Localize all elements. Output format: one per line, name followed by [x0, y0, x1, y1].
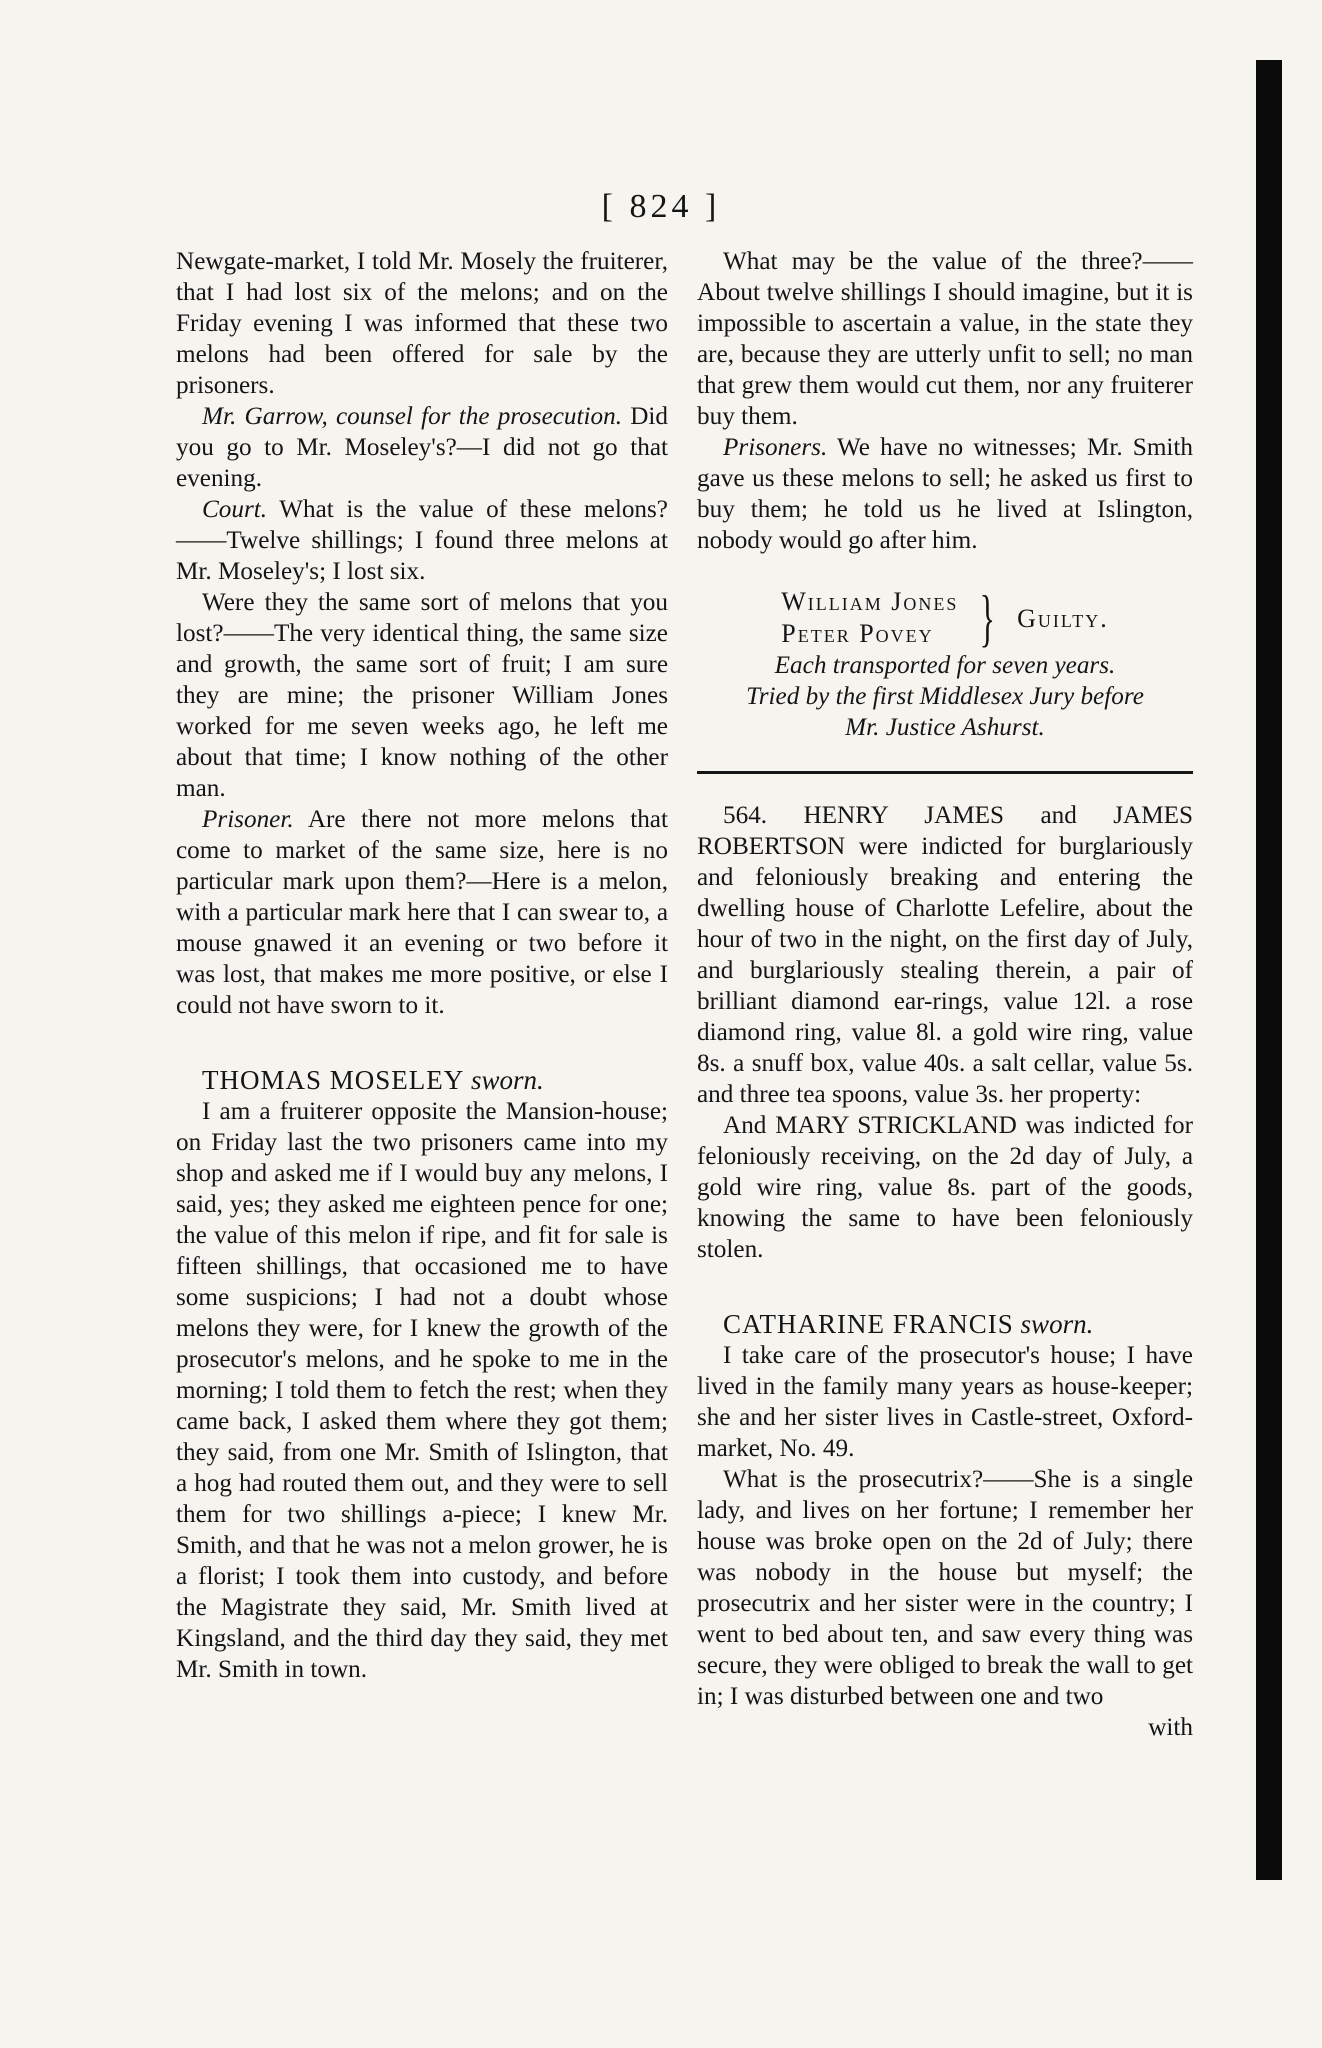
defendant-name: Peter Povey — [781, 619, 934, 648]
speaker-label: Prisoners. — [723, 434, 828, 461]
right-column — [697, 246, 1193, 1743]
paragraph: What may be the value of the three?——About twelve shillings I should imagine, but it is impossible to ascertain a value, in the state they are, because they are utterly unfit to sell; no man that grew them would cut them, nor any fruiterer buy them. — [697, 248, 1193, 430]
brace-glyph: } — [980, 582, 996, 653]
paragraph — [176, 804, 668, 1021]
case-paragraph: And MARY STRICKLAND was indicted for feloniously receiving, on the 2d day of July, a gold wire ring, value 8s. part of the goods, knowing the same to have been feloniously stolen. — [697, 1112, 1193, 1263]
paragraph-text: What is the value of these melons?——Twelve shillings; I found three melons at Mr. Moseley's; I lost six. — [176, 496, 668, 585]
witness-name: THOMAS MOSELEY — [202, 1065, 465, 1095]
paragraph — [176, 494, 668, 587]
paragraph-text: We have no witnesses; Mr. Smith gave us these melons to sell; he asked us first to buy them; he told us he lived at Islington, nobody would go after him. — [697, 434, 1194, 554]
speaker-label: Prisoner. — [202, 806, 294, 833]
judge-line: Mr. Justice Ashurst. — [845, 714, 1045, 741]
case-paragraph — [697, 800, 1193, 1110]
sentence: Each transported for seven years. — [774, 652, 1116, 679]
paragraph: What is the prosecutrix?——She is a single lady, and lives on her fortune; I remember her house was broke open on the 2d of July; there was nobody in the house but myself; the prosecutrix and her sister were in the country; I went to bed about ten, and saw every thing was secure, they were obliged to break the wall to get in; I was disturbed between one and two — [697, 1466, 1193, 1710]
paragraph-text: Are there not more melons that come to market of the same size, here is no particular mark upon them?—Here is a melon, with a particular mark here that I can swear to, a mouse gnawed it an evening or two before it was lost, that makes me more positive, or else I could not have sworn to it. — [176, 806, 668, 1019]
witness-heading — [176, 1065, 668, 1096]
verdict-block — [697, 582, 1193, 653]
defendant-names — [781, 586, 958, 650]
verdict-result: Guilty. — [1017, 603, 1109, 633]
page-edge-shadow — [1256, 60, 1282, 1880]
case-text: HENRY JAMES and JAMES ROBERTSON were indicted for burglariously and feloniously breaking and entering the dwelling house of Charlotte Lefelire, about the hour of two in the night, on the first day of July, and burglariously stealing therein, a pair of brilliant diamond ear-rings, value 12l. a rose diamond ring, value 8l. a gold wire ring, value 8s. a snuff box, value 40s. a salt cellar, value 5s. and three tea spoons, value 3s. her property: — [697, 802, 1193, 1108]
section-divider — [697, 771, 1193, 774]
paragraph: I am a fruiterer opposite the Mansion-house; on Friday last the two prisoners came into my shop and asked me if I would buy any melons, I said, yes; they asked me eighteen pence for one; the value of this melon if ripe, and fit for sale is fifteen shillings, that occasioned me to have some suspicions; I had not a doubt whose melons they were, for I knew the growth of the prosecutor's melons, and he spoke to me in the morning; I told them to fetch the rest; when they came back, I asked them where they got them; they said, from one Mr. Smith of Islington, that a hog had routed them out, and they were to sell them for two shillings a-piece; I knew Mr. Smith, and that he was not a melon grower, he is a florist; I took them into custody, and before the Magistrate they said, Mr. Smith lived at Kingsland, and the third day they said, they met Mr. Smith in town. — [176, 1098, 668, 1683]
paragraph: Were they the same sort of melons that you lost?——The very identical thing, the same size and growth, the same sort of fruit; I am sure they are mine; the prisoner William Jones worked for me seven weeks ago, he left me about that time; I know nothing of the other man. — [176, 589, 668, 802]
case-number: 564. — [723, 802, 768, 829]
defendant-name: William Jones — [781, 587, 959, 616]
witness-sworn: sworn. — [1020, 1309, 1094, 1339]
speaker-label: Court. — [202, 496, 268, 523]
page-number: [ 824 ] — [601, 188, 721, 225]
paragraph-text: Did you go to Mr. Moseley's?—I did not go that evening. — [176, 403, 669, 492]
paragraph: Newgate-market, I told Mr. Mosely the fruiterer, that I had lost six of the melons; and on the Friday evening I was informed that these two melons had been offered for sale by the prisoners. — [176, 248, 668, 399]
catchword: with — [1148, 1714, 1193, 1741]
witness-heading — [697, 1309, 1193, 1340]
paragraph — [176, 401, 668, 494]
speaker-label: Mr. Garrow, counsel for the prosecution. — [202, 403, 623, 430]
jury-line: Tried by the first Middlesex Jury before — [746, 683, 1144, 710]
witness-sworn: sworn. — [471, 1065, 544, 1095]
paragraph — [697, 432, 1193, 556]
left-column — [176, 246, 668, 1685]
witness-name: CATHARINE FRANCIS — [723, 1309, 1014, 1339]
paragraph: I take care of the prosecutor's house; I have lived in the family many years as house-keeper; she and her sister lives in Castle-street, Oxford-market, No. 49. — [697, 1342, 1193, 1462]
